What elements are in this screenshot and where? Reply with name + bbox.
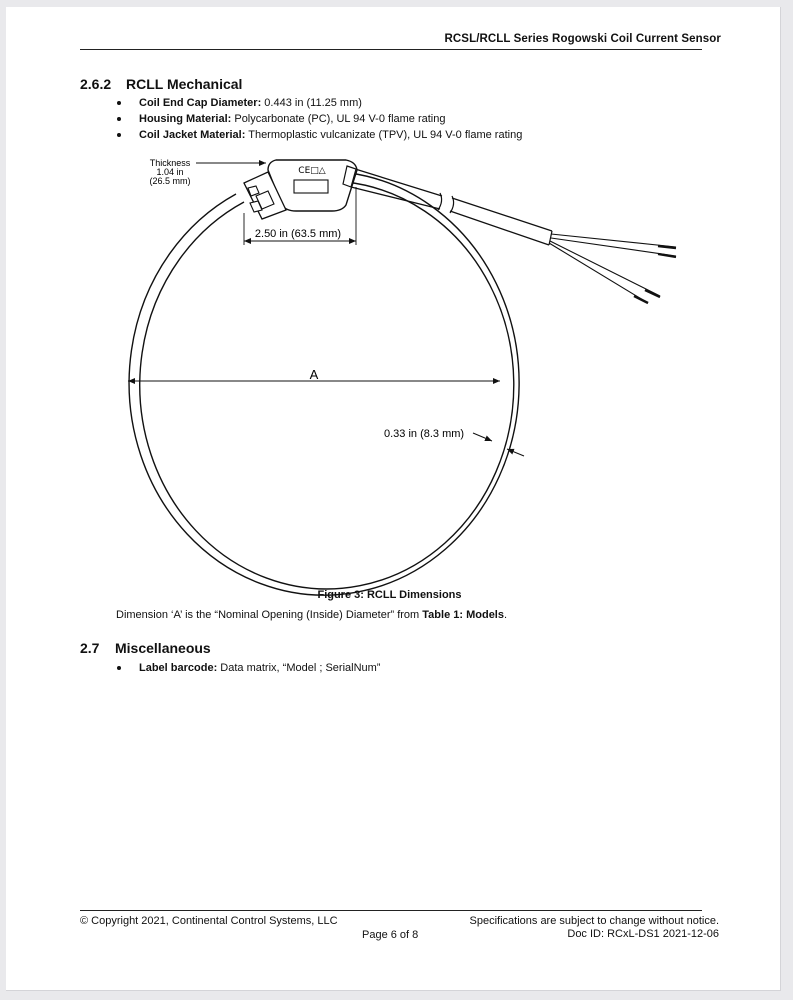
thickness-inches: 1.04 in	[156, 167, 184, 177]
misc-spec-list	[115, 660, 380, 676]
table-reference: Table 1: Models	[422, 609, 504, 621]
section-title: Miscellaneous	[115, 640, 211, 656]
section-number: 2.6.2	[80, 76, 112, 92]
thickness-title: Thickness	[149, 158, 191, 168]
list-item: Coil Jacket Material: Thermoplastic vulcanizate (TPV), UL 94 V-0 flame rating	[115, 127, 522, 143]
list-item: Label barcode: Data matrix, “Model ; SerialNum”	[115, 660, 380, 676]
footer-page-number: Page 6 of 8	[362, 929, 419, 941]
compliance-marks: CE□△	[298, 166, 326, 176]
footer-rule	[80, 910, 702, 911]
diameter-label: A	[309, 367, 319, 382]
thickness-mm: (26.5 mm)	[149, 176, 191, 186]
width-label: 2.50 in (63.5 mm)	[254, 228, 342, 240]
coil-callout-leader-a	[473, 433, 492, 441]
footer-copyright: © Copyright 2021, Continental Control Systems, LLC	[80, 915, 338, 927]
list-item: Housing Material: Polycarbonate (PC), UL 94 V-0 flame rating	[115, 111, 522, 127]
section-heading-2-7	[80, 640, 211, 656]
header-title: RCSL/RCLL Series Rogowski Coil Current Sensor	[444, 33, 721, 45]
coil-thickness-label: 0.33 in (8.3 mm)	[384, 428, 465, 440]
dimension-note: Dimension ‘A’ is the “Nominal Opening (Inside) Diameter” from Table 1: Models.	[116, 609, 508, 621]
figure-caption: Figure 3: RCLL Dimensions	[317, 589, 462, 601]
footer-doc-id: Doc ID: RCxL-DS1 2021-12-06	[567, 928, 719, 940]
lead-wires	[549, 234, 676, 303]
section-title: RCLL Mechanical	[126, 76, 243, 92]
coil-callout-leader-b	[507, 449, 524, 456]
list-item: Coil End Cap Diameter: 0.443 in (11.25 mm)	[115, 95, 522, 111]
footer-notice: Specifications are subject to change without notice.	[469, 915, 719, 927]
footer-right	[470, 915, 719, 941]
label-window	[294, 180, 328, 193]
coil-ring-inner	[140, 182, 514, 589]
section-number: 2.7	[80, 640, 100, 656]
